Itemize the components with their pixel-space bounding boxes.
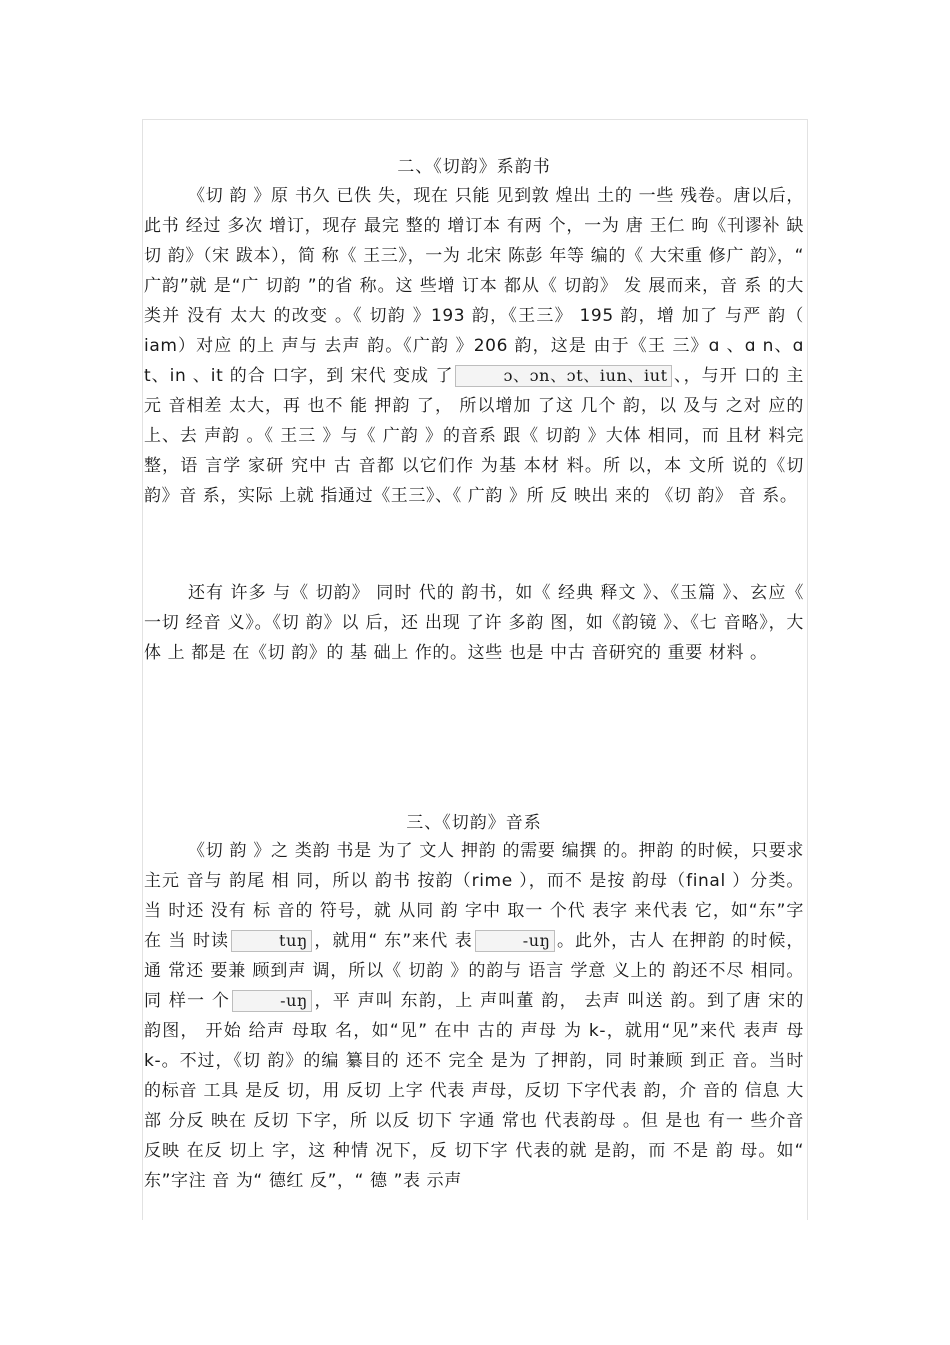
ipa-image-rhymes: ɔ、ɔn、ɔt、iun、iut xyxy=(455,365,671,387)
ipa-image-un-2: -uŋ xyxy=(232,990,312,1012)
section-3-paragraph-1-part-a: 《切 韵 》之 类韵 书是 为了 文人 押韵 的需要 编撰 的。押韵 的时候，只要求 主元 音与 韵尾 相 同，所以 韵书 按韵（rime ），而不 是按 韵母（final ）分类。当 时还 没有 标 音的 符号，就 从同 韵 字中 取一 个代 表字 来代表 它，如“东”字在 当 时读 xyxy=(144,841,804,951)
section-2-paragraph-1 xyxy=(144,181,804,511)
section-3-paragraph-1-part-c: 。此外，古人 在押韵 的时候，通 常还 要兼 顾到声 调，所以《 切韵 》的韵与 语言 学意 义上的 韵还不尽 相同。同 样一 个 xyxy=(144,931,804,1011)
ipa-image-tun: tuŋ xyxy=(231,930,312,952)
section-3-paragraph-1-part-d: ，平 声叫 东韵，上 声叫董 韵， 去声 叫送 韵。到了唐 宋的 韵图， 开始 给声 母取 名，如“见” 在中 古的 声母 为 k-，就用“见”来代 表声 母 k-。不过，《切 韵》的编 纂目的 还不 完全 是为 了押韵，同 时兼顾 到正 音。当时 的标音 工具 是反 切，用 反切 上字 代表 声母，反切 下字代表 韵，介 音的 信息 大部 分反 映在 反切 下字，所 以反 切下 字通 常也 代表韵母 。但 是也 有一 些介音 反映 在反 切上 字，这 种情 况下，反 切下字 代表的就 是韵，而 不是 韵 母。如“ 东”字注 音 为“ 德红 反”，“ 德 ”表 示声 xyxy=(144,991,805,1191)
section-2-paragraph-1-part-a: 《切 韵 》原 书久 已佚 失，现在 只能 见到敦 煌出 土的 一些 残卷。唐以后，此书 经过 多次 增订，现存 最完 整的 增订本 有两 个，一为 唐 王仁 昫《刊谬补 缺切 韵》（宋 跋本），简 称《 王三》，一为 北宋 陈彭 年等 编的《 大宋重 修广 韵》，“ 广韵”就 是“广 切韵 ”的省 称。这 些增 订本 都从《 切韵》 发 展而来，音 系 的大 类并 没有 太大 的改变 。《 切韵 》193 韵，《王三》 195 韵，增 加了 与严 韵（ iam）对应 的上 声与 去声 韵。《广韵 》206 韵，这是 由于《王 三》ɑ 、ɑ n、ɑ t、in 、it 的合 口字，到 宋代 变成 了 xyxy=(144,186,805,386)
section-3-paragraph-1 xyxy=(144,836,804,1196)
section-3-title: 三、《切韵》音系 xyxy=(406,813,542,833)
section-2-paragraph-2: 还有 许多 与《 切韵》 同时 代的 韵书，如《 经典 释文 》、《玉篇 》、玄应《 一切 经音 义》。《切 韵》以 后，还 出现 了许 多韵 图，如《韵镜 》、《七 音略》，大体 上 都是 在《切 韵》的 基 础上 作的。这些 也是 中古 音研究的 重要 材料 。 xyxy=(144,583,804,663)
section-2-title: 二、《切韵》系韵书 xyxy=(397,157,551,177)
section-3-paragraph-1-part-b: ，就用“ 东”来代 表 xyxy=(313,931,473,951)
section-2-paragraph-1-part-b: 、，与开 口的 主元 音相差 太大，再 也不 能 押韵 了， 所以增加 了这 几个 韵，以 及与 之对 应的 上、去 声韵 。《 王三 》与《 广韵 》的音系 跟《 切韵 》大体 相同，而 且材 料完 整，语 言学 家研 究中 古 音都 以它们作 为基 本材 料。所 以，本 文所 说的《切 韵》音 系，实际 上就 指通过《王三》、《 广韵 》所 反 映出 来的 《切 韵》 音 系。 xyxy=(144,366,804,506)
ipa-image-un-1: -uŋ xyxy=(475,930,555,952)
